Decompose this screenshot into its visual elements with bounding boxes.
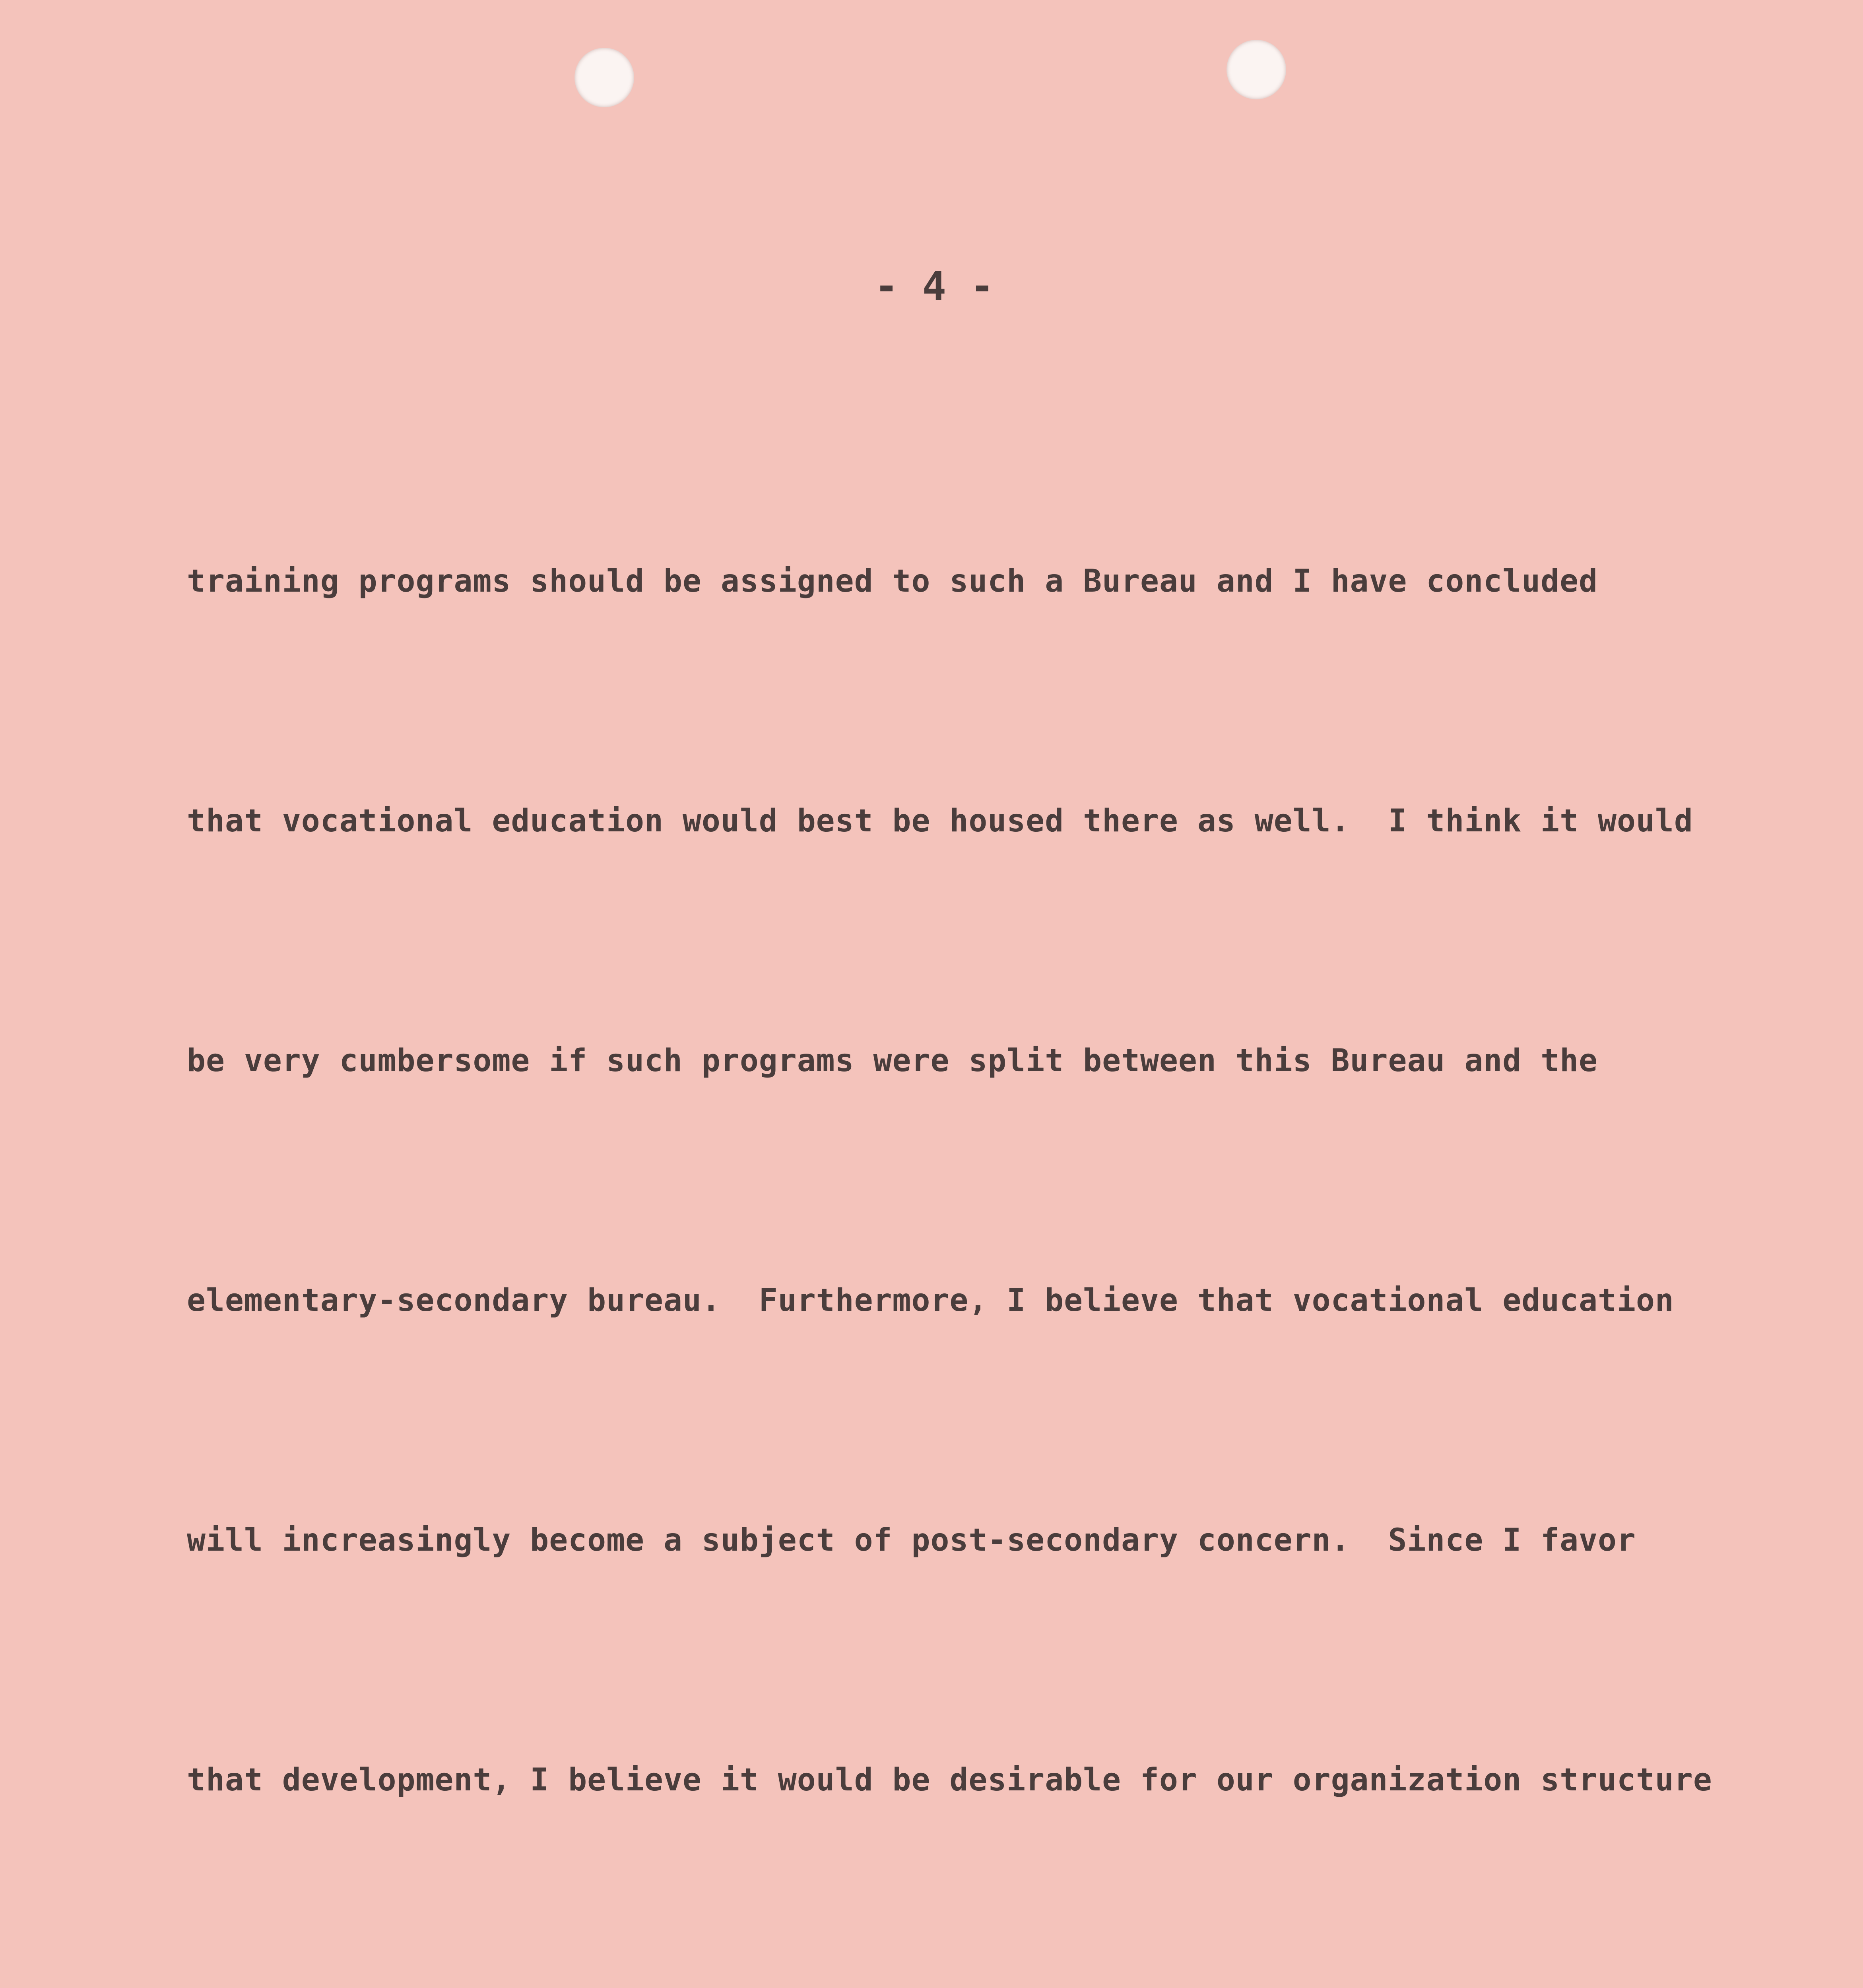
punch-hole-left <box>574 48 634 107</box>
text-line: elementary-secondary bureau. Furthermore, I believe that vocational education <box>187 1283 1674 1318</box>
text-line: training programs should be assigned to such a Bureau and I have concluded <box>187 563 1598 599</box>
punch-hole-right <box>1226 40 1286 99</box>
text-line: that vocational education would best be housed there as well. I think it would <box>187 803 1693 839</box>
text-line: be very cumbersome if such programs were split between this Bureau and the <box>187 1043 1598 1079</box>
body-text <box>187 382 1809 1988</box>
text-line: that development, I believe it would be desirable for our organization structure <box>187 1762 1712 1798</box>
text-line: will increasingly become a subject of post-secondary concern. Since I favor <box>187 1522 1636 1558</box>
text-line <box>187 1980 1809 1988</box>
page-number: - 4 - <box>874 263 994 309</box>
